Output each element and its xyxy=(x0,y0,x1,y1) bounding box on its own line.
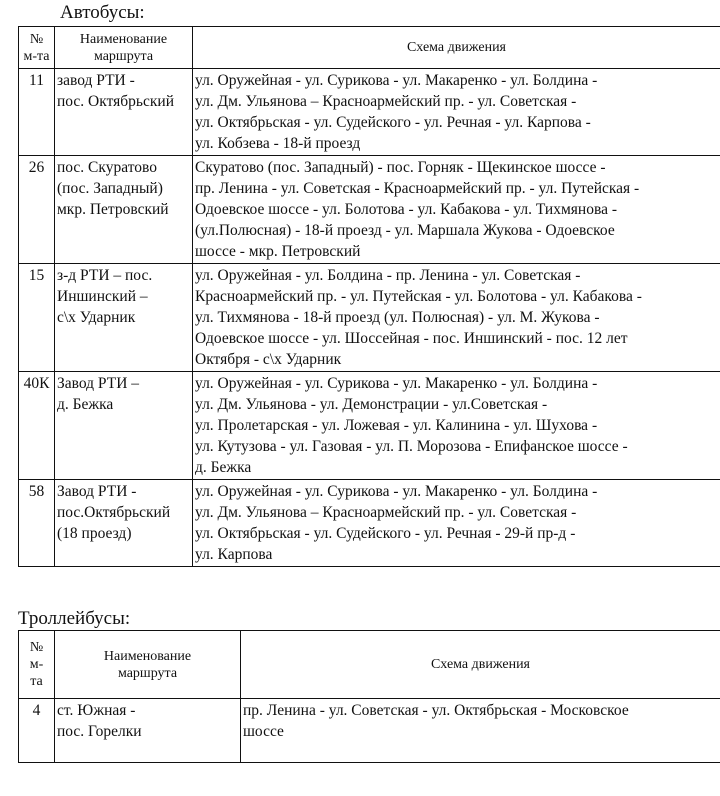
trolleybus-routes-table xyxy=(18,630,720,763)
table-row xyxy=(19,264,720,372)
header-route-name: Наименование маршрута xyxy=(55,631,241,699)
route-name: Завод РТИ – д. Бежка xyxy=(55,372,193,480)
route-name: пос. Скуратово (пос. Западный) мкр. Петровский xyxy=(55,156,193,264)
header-route-number: № м- та xyxy=(19,631,55,699)
route-number: 15 xyxy=(19,264,55,372)
bus-routes-table xyxy=(18,26,720,567)
route-scheme: ул. Оружейная - ул. Сурикова - ул. Макаренко - ул. Болдина - ул. Дм. Ульянова – Красноармейский пр. - ул. Советская - ул. Октябрьская - ул. Судейского - ул. Речная - 29-й пр-д - ул. Карпова xyxy=(193,480,720,567)
route-number: 4 xyxy=(19,699,55,763)
header-route-scheme: Схема движения xyxy=(241,631,720,699)
route-scheme: ул. Оружейная - ул. Сурикова - ул. Макаренко - ул. Болдина - ул. Дм. Ульянова – Красноармейский пр. - ул. Советская - ул. Октябрьская - ул. Судейского - ул. Речная - ул. Карпова - ул. Кобзева - 18-й проезд xyxy=(193,69,720,156)
trolleybuses-title: Троллейбусы: xyxy=(18,608,131,629)
route-number: 26 xyxy=(19,156,55,264)
route-name: з-д РТИ – пос. Иншинский – с\х Ударник xyxy=(55,264,193,372)
header-route-name: Наименование маршрута xyxy=(55,27,193,69)
route-scheme: ул. Оружейная - ул. Сурикова - ул. Макаренко - ул. Болдина - ул. Дм. Ульянова - ул. Демонстрации - ул.Советская - ул. Пролетарская - ул. Ложевая - ул. Калинина - ул. Шухова - ул. Кутузова - ул. Газовая - ул. П. Морозова - Епифанское шоссе - д. Бежка xyxy=(193,372,720,480)
bus-header-row xyxy=(19,27,720,69)
table-row xyxy=(19,480,720,567)
header-route-scheme: Схема движения xyxy=(193,27,720,69)
table-row xyxy=(19,156,720,264)
trolleybus-header-row xyxy=(19,631,720,699)
buses-title: Автобусы: xyxy=(60,2,145,23)
table-row xyxy=(19,69,720,156)
route-name: завод РТИ - пос. Октябрьский xyxy=(55,69,193,156)
route-scheme: пр. Ленина - ул. Советская - ул. Октябрьская - Московское шоссе xyxy=(241,699,720,763)
route-number: 40К xyxy=(19,372,55,480)
route-name: ст. Южная - пос. Горелки xyxy=(55,699,241,763)
route-number: 58 xyxy=(19,480,55,567)
header-route-number: № м-та xyxy=(19,27,55,69)
route-scheme: Скуратово (пос. Западный) - пос. Горняк - Щекинское шоссе - пр. Ленина - ул. Советская - Красноармейский пр. - ул. Путейская - Одоевское шоссе - ул. Болотова - ул. Кабакова - ул. Тихмянова - (ул.Полюсная) - 18-й проезд - ул. Маршала Жукова - Одоевское шоссе - мкр. Петровский xyxy=(193,156,720,264)
route-name: Завод РТИ - пос.Октябрьский (18 проезд) xyxy=(55,480,193,567)
route-number: 11 xyxy=(19,69,55,156)
table-row xyxy=(19,699,720,763)
table-row xyxy=(19,372,720,480)
route-scheme: ул. Оружейная - ул. Болдина - пр. Ленина - ул. Советская - Красноармейский пр. - ул. Путейская - ул. Болотова - ул. Кабакова - ул. Тихмянова - 18-й проезд (ул. Полюсная) - ул. М. Жукова - Одоевское шоссе - ул. Шоссейная - пос. Иншинский - пос. 12 лет Октября - с\х Ударник xyxy=(193,264,720,372)
